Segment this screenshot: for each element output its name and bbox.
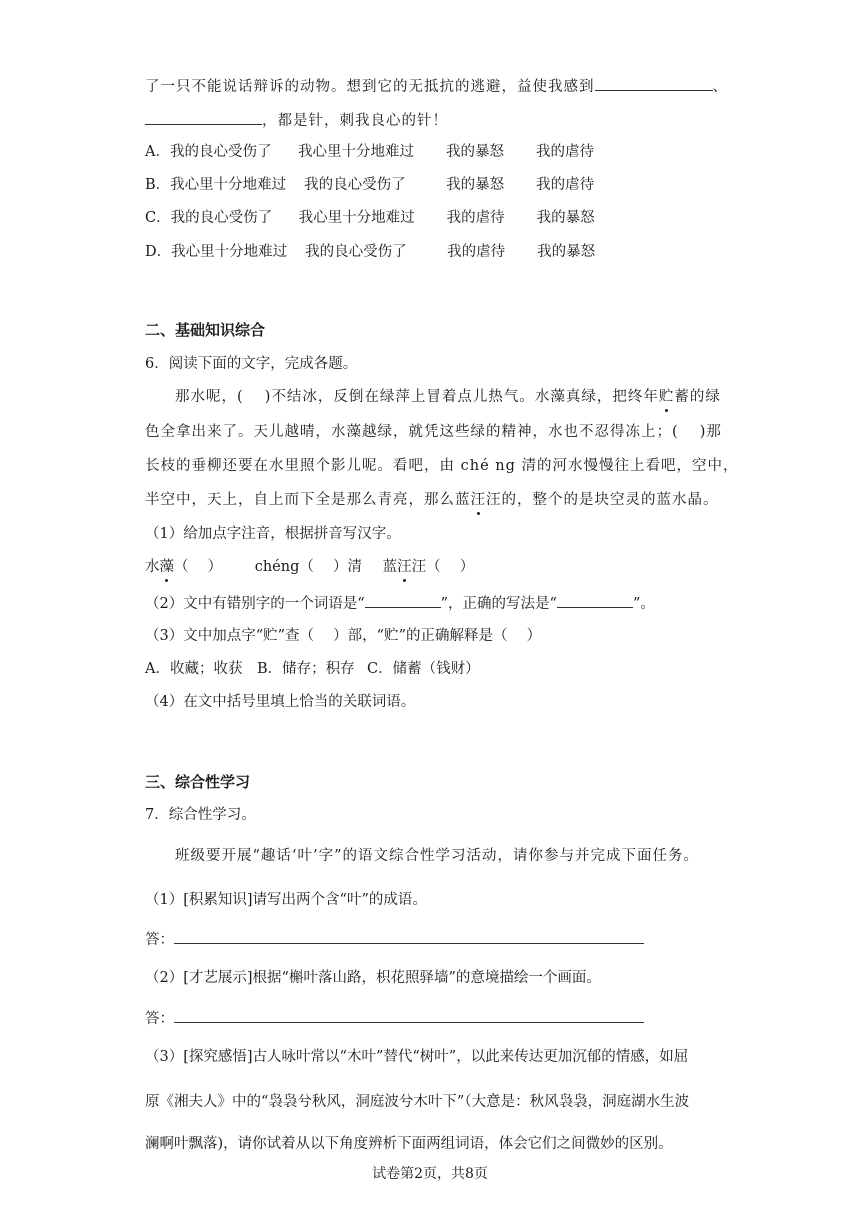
- q5-option-b[interactable]: [145, 178, 594, 193]
- q6-sub3: （3）文中加点字“贮”查（ ）部，“贮”的正确解释是（ ）: [145, 628, 542, 644]
- q5-option-c[interactable]: [145, 211, 595, 226]
- q7-task1: （1）[积累知识]请写出两个含“叶”的成语。: [145, 892, 427, 908]
- sub3-option-a[interactable]: A．收藏；收获: [145, 661, 243, 677]
- q7-answer-1: [145, 931, 644, 948]
- option-part: 我的虐待: [535, 144, 594, 160]
- passage-line-3: 长枝的垂柳还要在水里照个影儿呢。看吧，由 ché ng 清的河水慢慢往上看吧，空中，: [145, 458, 739, 474]
- pinyin-blank[interactable]: 汪（ ）: [411, 559, 475, 575]
- option-letter: C．: [145, 210, 171, 226]
- item-text: 水: [145, 559, 160, 575]
- pinyin-blank[interactable]: （ ）: [174, 559, 223, 575]
- q6-sub2: [145, 595, 655, 612]
- option-part: 我的虐待: [536, 177, 595, 193]
- q7-task3-line2: 原《湘夫人》中的“袅袅兮秋风，洞庭波兮木叶下”（大意是：秋风袅袅，洞庭湖水生波: [145, 1094, 690, 1110]
- sub2-text: ”。: [632, 596, 655, 612]
- passage-line-4: [145, 493, 719, 508]
- option-part: 我心里十分地难过: [298, 210, 415, 226]
- hanzi-blank[interactable]: chéng（ ）清: [254, 559, 362, 575]
- option-part: 我的暴怒: [445, 144, 504, 160]
- option-part: 我的暴怒: [536, 210, 595, 226]
- correct-word-blank[interactable]: [557, 595, 633, 608]
- q7-answer-2: [145, 1010, 644, 1027]
- section2-heading: 二、基础知识综合: [145, 321, 266, 339]
- q5-option-d[interactable]: [145, 245, 595, 260]
- q5-stem-text: 了一只不能说话辩诉的动物。想到它的无抵抗的逃避，益使我感到: [145, 79, 595, 95]
- sub3-option-c[interactable]: C．储蓄（钱财）: [367, 661, 480, 677]
- q5-option-a[interactable]: [145, 145, 594, 160]
- q6-sub1: （1）给加点字注音，根据拼音写汉字。: [145, 526, 401, 542]
- q7-title: 7．综合性学习。: [145, 807, 256, 823]
- option-part: 我的良心受伤了: [304, 177, 406, 193]
- q7-task3-line3: 澜啊叶飘落)，请你试着从以下角度辨析下面两组词语，体会它们之间微妙的区别。: [145, 1136, 673, 1152]
- answer-line-2[interactable]: [174, 1010, 644, 1023]
- option-letter: A．: [145, 144, 170, 160]
- option-part: 我心里十分地难过: [297, 144, 414, 160]
- passage-line-1: [175, 390, 721, 405]
- answer-label: 答：: [145, 932, 174, 948]
- q5-stem-comma: 、: [712, 79, 728, 95]
- option-letter: D．: [145, 244, 172, 260]
- dotted-char: 汪: [397, 559, 412, 575]
- sub2-text: ”，正确的写法是“: [440, 596, 557, 612]
- option-part: 我的虐待: [447, 244, 506, 260]
- q6-sub1-items: [145, 560, 474, 575]
- q7-task2: （2）[才艺展示]根据“槲叶落山路，枳花照驿墙”的意境描绘一个画面。: [145, 970, 601, 986]
- dotted-char: 汪: [470, 492, 486, 508]
- q6-sub3-options: [145, 662, 480, 677]
- option-part: 我的暴怒: [446, 177, 505, 193]
- option-part: 我的良心受伤了: [170, 210, 273, 226]
- passage-text: 蓄的绿: [674, 389, 721, 405]
- q5-stem-line1: [145, 78, 728, 95]
- sub2-text: （2）文中有错别字的一个词语是“: [145, 596, 365, 612]
- option-part: 我的良心受伤了: [305, 244, 407, 260]
- item-text: 蓝: [382, 559, 398, 575]
- q6-title: 6．阅读下面的文字，完成各题。: [145, 356, 358, 372]
- passage-text: 那水呢，( )不结冰，反倒在绿萍上冒着点儿热气。水藻真绿，把终年: [175, 389, 659, 405]
- q5-stem-line2: [145, 112, 448, 129]
- passage-text: 半空中，天上，自上而下全是那么青亮，那么蓝: [145, 492, 471, 508]
- passage-line-2: 色全拿出来了。天儿越晴，水藻越绿，就凭这些绿的精神，水也不忍得冻上；( )那: [145, 424, 722, 440]
- q6-sub4: （4）在文中括号里填上恰当的关联词语。: [145, 694, 416, 710]
- section3-heading: 三、综合性学习: [145, 773, 251, 791]
- option-part: 我心里十分地难过: [171, 244, 288, 260]
- page-footer: 试卷第2页，共8页: [372, 1166, 488, 1182]
- answer-label: 答：: [145, 1011, 174, 1027]
- option-part: 我的暴怒: [537, 244, 596, 260]
- q5-blank-1[interactable]: [595, 78, 713, 91]
- option-part: 我的虐待: [446, 210, 505, 226]
- sub3-option-b[interactable]: B．储存；积存: [257, 661, 355, 677]
- dotted-char: 藻: [159, 559, 174, 575]
- q5-stem-text-2: ，都是针，刺我良心的针！: [262, 113, 448, 129]
- passage-text: 汪的，整个的是块空灵的蓝水晶。: [486, 492, 719, 508]
- answer-line-1[interactable]: [174, 931, 644, 944]
- option-letter: B．: [145, 177, 171, 193]
- option-part: 我心里十分地难过: [170, 177, 287, 193]
- wrong-word-blank[interactable]: [365, 595, 441, 608]
- option-part: 我的良心受伤了: [169, 144, 272, 160]
- dotted-char: 贮: [658, 389, 675, 405]
- q5-blank-2[interactable]: [145, 112, 262, 125]
- q7-intro: 班级要开展“趣话‘叶’字”的语文综合性学习活动，请你参与并完成下面任务。: [175, 848, 700, 864]
- q7-task3-line1: （3）[探究感悟]古人咏叶常以“木叶”替代“树叶”，以此来传达更加沉郁的情感，如屈: [145, 1049, 689, 1065]
